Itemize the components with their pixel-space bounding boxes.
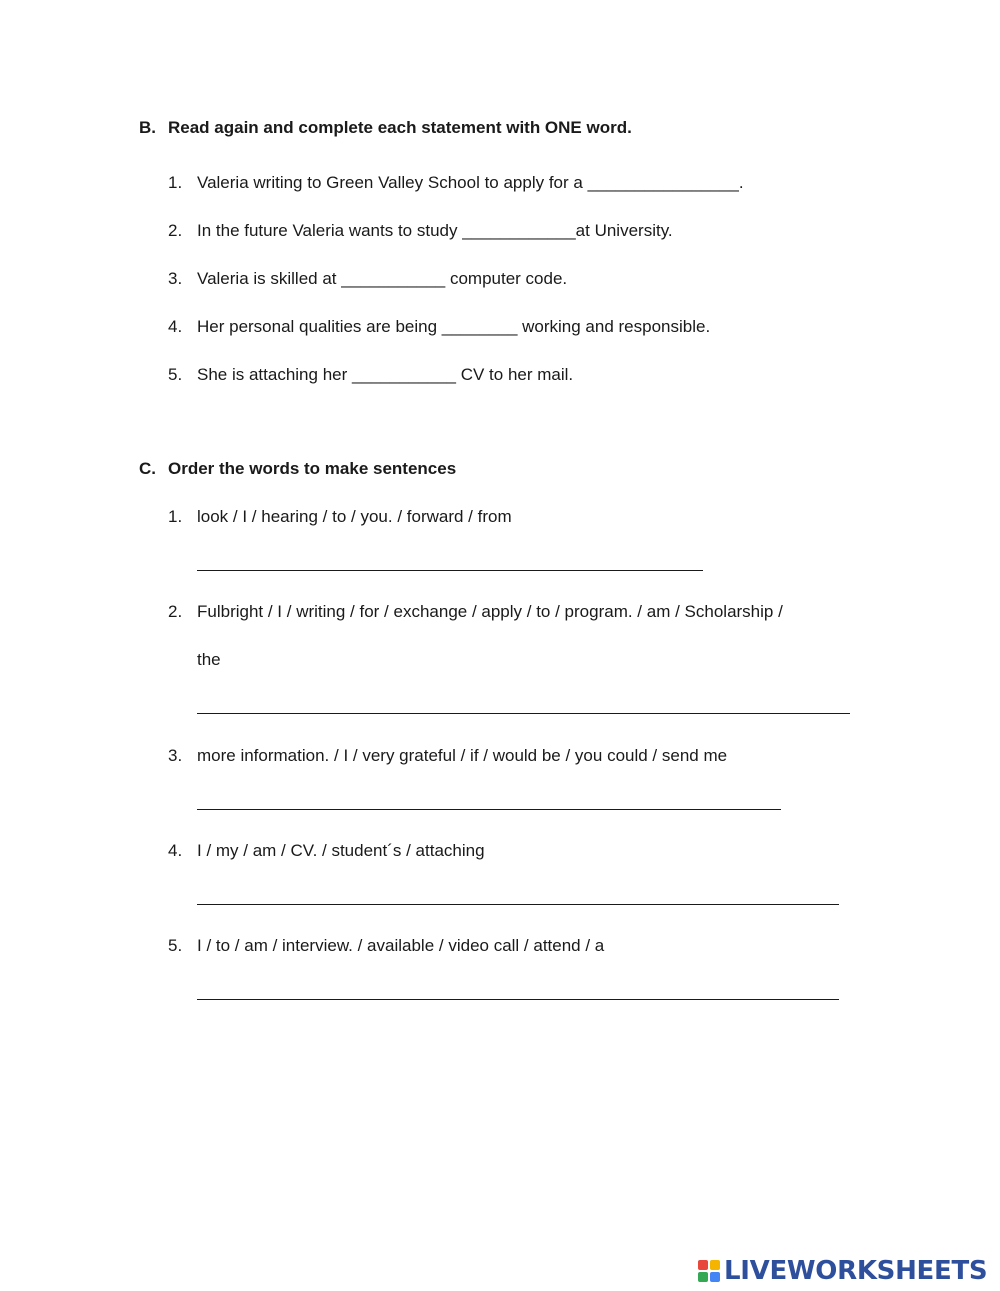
item-number: 3. bbox=[168, 269, 183, 288]
item-text: Valeria is skilled at ___________ computer code. bbox=[197, 269, 568, 288]
item-text: Valeria writing to Green Valley School to apply for a ________________. bbox=[197, 173, 744, 192]
section-c-heading bbox=[139, 459, 456, 479]
item-text: look / I / hearing / to / you. / forward / from bbox=[197, 507, 512, 526]
section-b-item-3 bbox=[168, 269, 567, 289]
logo-square-icon bbox=[698, 1272, 708, 1282]
section-b-item-1 bbox=[168, 173, 744, 193]
section-c-item-2 bbox=[168, 602, 783, 622]
section-b-item-5 bbox=[168, 365, 573, 385]
item-text: I / my / am / CV. / student´s / attaching bbox=[197, 841, 485, 860]
item-text: Fulbright / I / writing / for / exchange / apply / to / program. / am / Scholarship / bbox=[197, 602, 783, 621]
logo-square-icon bbox=[698, 1260, 708, 1270]
section-c-title: Order the words to make sentences bbox=[168, 459, 457, 478]
section-c-item-3 bbox=[168, 746, 727, 766]
section-b-title: Read again and complete each statement with ONE word. bbox=[168, 118, 632, 137]
section-c-item-4 bbox=[168, 841, 485, 861]
item-number: 2. bbox=[168, 602, 183, 621]
section-c-letter: C. bbox=[139, 459, 156, 478]
answer-line-c5[interactable] bbox=[197, 999, 839, 1000]
answer-line-c1[interactable] bbox=[197, 570, 703, 571]
logo-square-icon bbox=[710, 1272, 720, 1282]
answer-line-c3[interactable] bbox=[197, 809, 781, 810]
logo-mark-icon bbox=[698, 1260, 720, 1282]
item-number: 1. bbox=[168, 507, 183, 526]
item-number: 1. bbox=[168, 173, 183, 192]
section-c-item-2-continuation: the bbox=[197, 650, 221, 669]
logo-square-icon bbox=[710, 1260, 720, 1270]
answer-line-c4[interactable] bbox=[197, 904, 839, 905]
item-number: 5. bbox=[168, 936, 183, 955]
item-number: 3. bbox=[168, 746, 183, 765]
section-c-item-5 bbox=[168, 936, 604, 956]
item-number: 4. bbox=[168, 317, 183, 336]
liveworksheets-logo bbox=[698, 1256, 987, 1286]
item-number: 4. bbox=[168, 841, 183, 860]
item-text: In the future Valeria wants to study ____________at University. bbox=[197, 221, 673, 240]
item-text: more information. / I / very grateful / if / would be / you could / send me bbox=[197, 746, 728, 765]
answer-line-c2[interactable] bbox=[197, 713, 850, 714]
item-text: She is attaching her ___________ CV to her mail. bbox=[197, 365, 574, 384]
item-number: 5. bbox=[168, 365, 183, 384]
section-b-letter: B. bbox=[139, 118, 156, 137]
item-text: I / to / am / interview. / available / video call / attend / a bbox=[197, 936, 605, 955]
section-b-item-4 bbox=[168, 317, 710, 337]
section-b-heading bbox=[139, 118, 632, 138]
item-number: 2. bbox=[168, 221, 183, 240]
section-b-item-2 bbox=[168, 221, 673, 241]
item-text: Her personal qualities are being ________ working and responsible. bbox=[197, 317, 711, 336]
logo-text: LIVEWORKSHEETS bbox=[724, 1256, 988, 1286]
section-c-item-1 bbox=[168, 507, 512, 527]
